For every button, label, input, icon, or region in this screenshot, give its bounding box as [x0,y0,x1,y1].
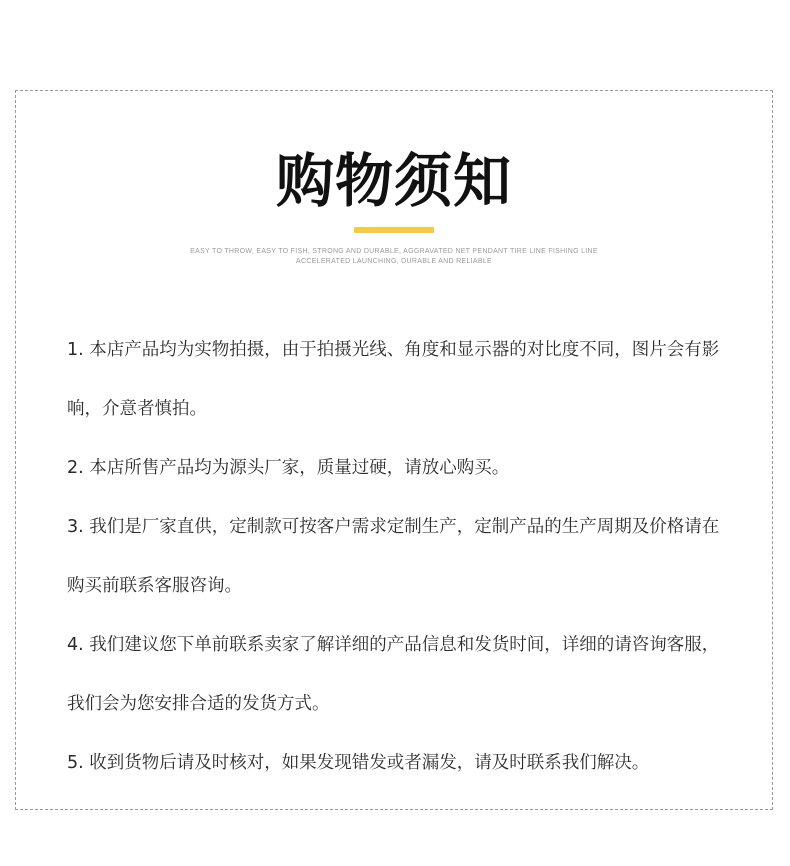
notice-item-3: 3. 我们是厂家直供，定制款可按客户需求定制生产，定制产品的生产周期及价格请在购买前联系客服咨询。 [67,517,720,596]
notice-item-4: 4. 我们建议您下单前联系卖家了解详细的产品信息和发货时间，详细的请咨询客服，我们会为您安排合适的发货方式。 [67,635,720,714]
notice-list [67,321,727,793]
notice-item-2: 2. 本店所售产品均为源头厂家，质量过硬，请放心购买。 [67,458,510,478]
subtitle-line-2: ACCELERATED LAUNCHING, DURABLE AND RELIABLE [296,258,492,265]
title-accent-bar [354,227,434,233]
notice-box [15,90,773,810]
subtitle-line-1: EASY TO THROW, EASY TO FISH, STRONG AND DURABLE, AGGRAVATED NET PENDANT TIRE LINE FISHING LINE [190,248,598,255]
notice-item-1: 1. 本店产品均为实物拍摄，由于拍摄光线、角度和显示器的对比度不同，图片会有影响，介意者慎拍。 [67,340,720,419]
subtitle [16,247,772,267]
page-title: 购物须知 [275,147,512,215]
notice-item-5: 5. 收到货物后请及时核对，如果发现错发或者漏发，请及时联系我们解决。 [67,753,650,773]
